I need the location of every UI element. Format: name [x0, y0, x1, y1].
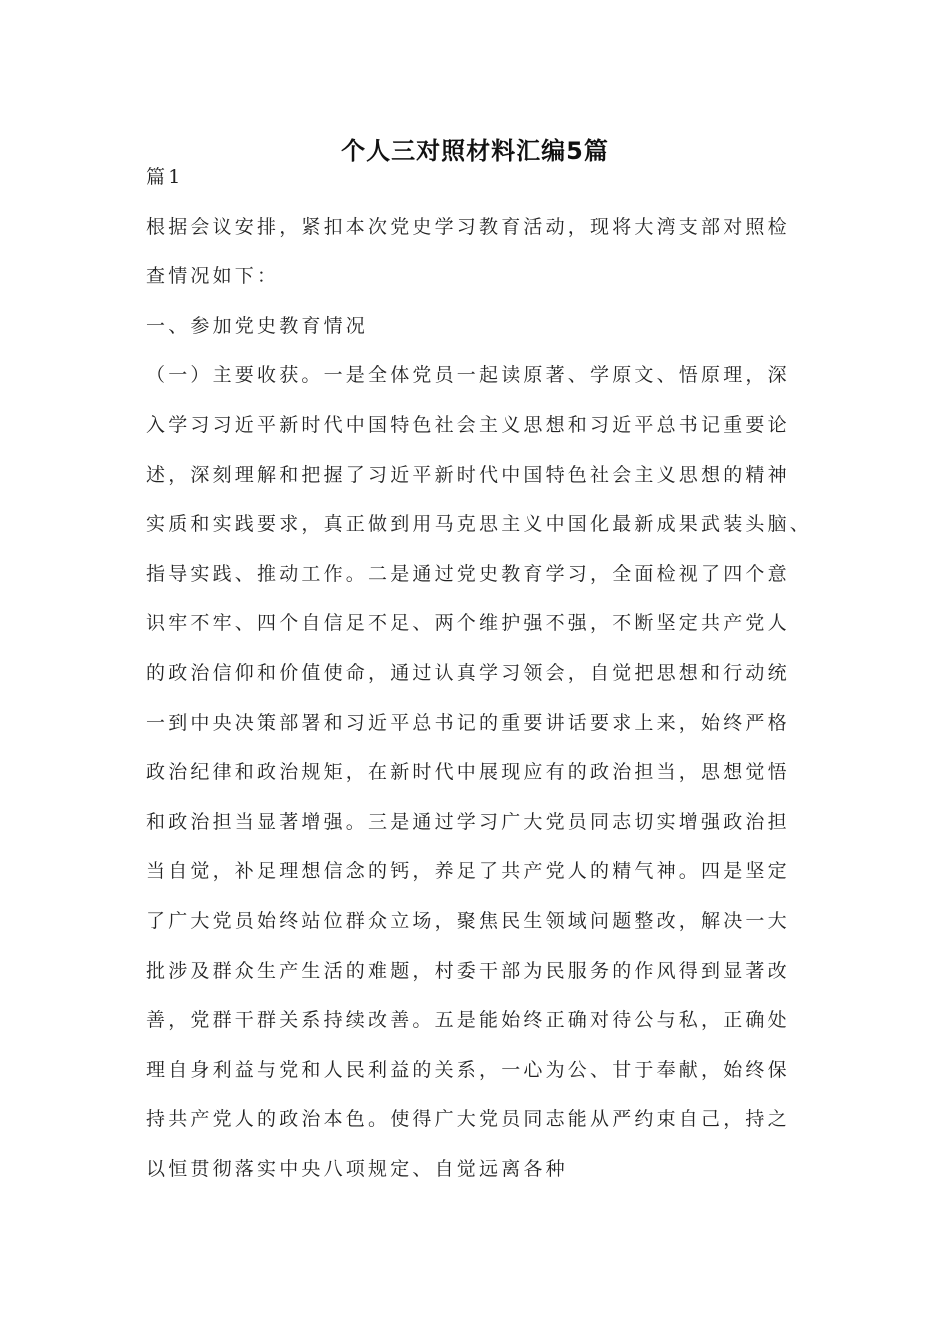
paragraph-line: 查情况如下： — [146, 265, 280, 288]
paragraph-line: 批涉及群众生产生活的难题，村委干部为民服务的作风得到显著改 — [146, 959, 790, 982]
paragraph-line: 识牢不牢、四个自信足不足、两个维护强不强，不断坚定共产党人 — [146, 612, 790, 635]
paragraph-line: 的政治信仰和价值使命，通过认真学习领会，自觉把思想和行动统 — [146, 661, 790, 684]
paragraph-line: 当自觉，补足理想信念的钙，养足了共产党人的精气神。四是坚定 — [146, 860, 790, 883]
section-heading: 一、参加党史教育情况 — [146, 314, 369, 337]
paragraph-line: 善，党群干群关系持续改善。五是能始终正确对待公与私，正确处 — [146, 1009, 790, 1032]
paragraph-line: 持共产党人的政治本色。使得广大党员同志能从严约束自己，持之 — [146, 1108, 790, 1131]
paragraph-line: 和政治担当显著增强。三是通过学习广大党员同志切实增强政治担 — [146, 810, 790, 833]
paragraph-line: 理自身利益与党和人民利益的关系，一心为公、甘于奉献，始终保 — [146, 1058, 790, 1081]
paragraph-line: 根据会议安排，紧扣本次党史学习教育活动，现将大湾支部对照检 — [146, 215, 790, 238]
paragraph-line: 一到中央决策部署和习近平总书记的重要讲话要求上来，始终严格 — [146, 711, 790, 734]
paragraph-line: 政治纪律和政治规矩，在新时代中展现应有的政治担当，思想觉悟 — [146, 761, 790, 784]
paragraph-line: 实质和实践要求，真正做到用马克思主义中国化最新成果武装头脑、 — [146, 513, 813, 536]
paragraph-line: 入学习习近平新时代中国特色社会主义思想和习近平总书记重要论 — [146, 413, 790, 436]
document-title: 个人三对照材料汇编5篇 — [341, 137, 609, 165]
paragraph-line: 了广大党员始终站位群众立场，聚焦民生领域问题整改，解决一大 — [146, 909, 790, 932]
document-body — [146, 153, 813, 1194]
paragraph-line: 以恒贯彻落实中央八项规定、自觉远离各种 — [146, 1157, 568, 1180]
paragraph-line: （一）主要收获。一是全体党员一起读原著、学原文、悟原理，深 — [146, 364, 790, 387]
paragraph-line: 指导实践、推动工作。二是通过党史教育学习，全面检视了四个意 — [146, 562, 790, 585]
paragraph-line: 述，深刻理解和把握了习近平新时代中国特色社会主义思想的精神 — [146, 463, 790, 486]
section-heading-part-1: 篇1 — [146, 166, 184, 188]
